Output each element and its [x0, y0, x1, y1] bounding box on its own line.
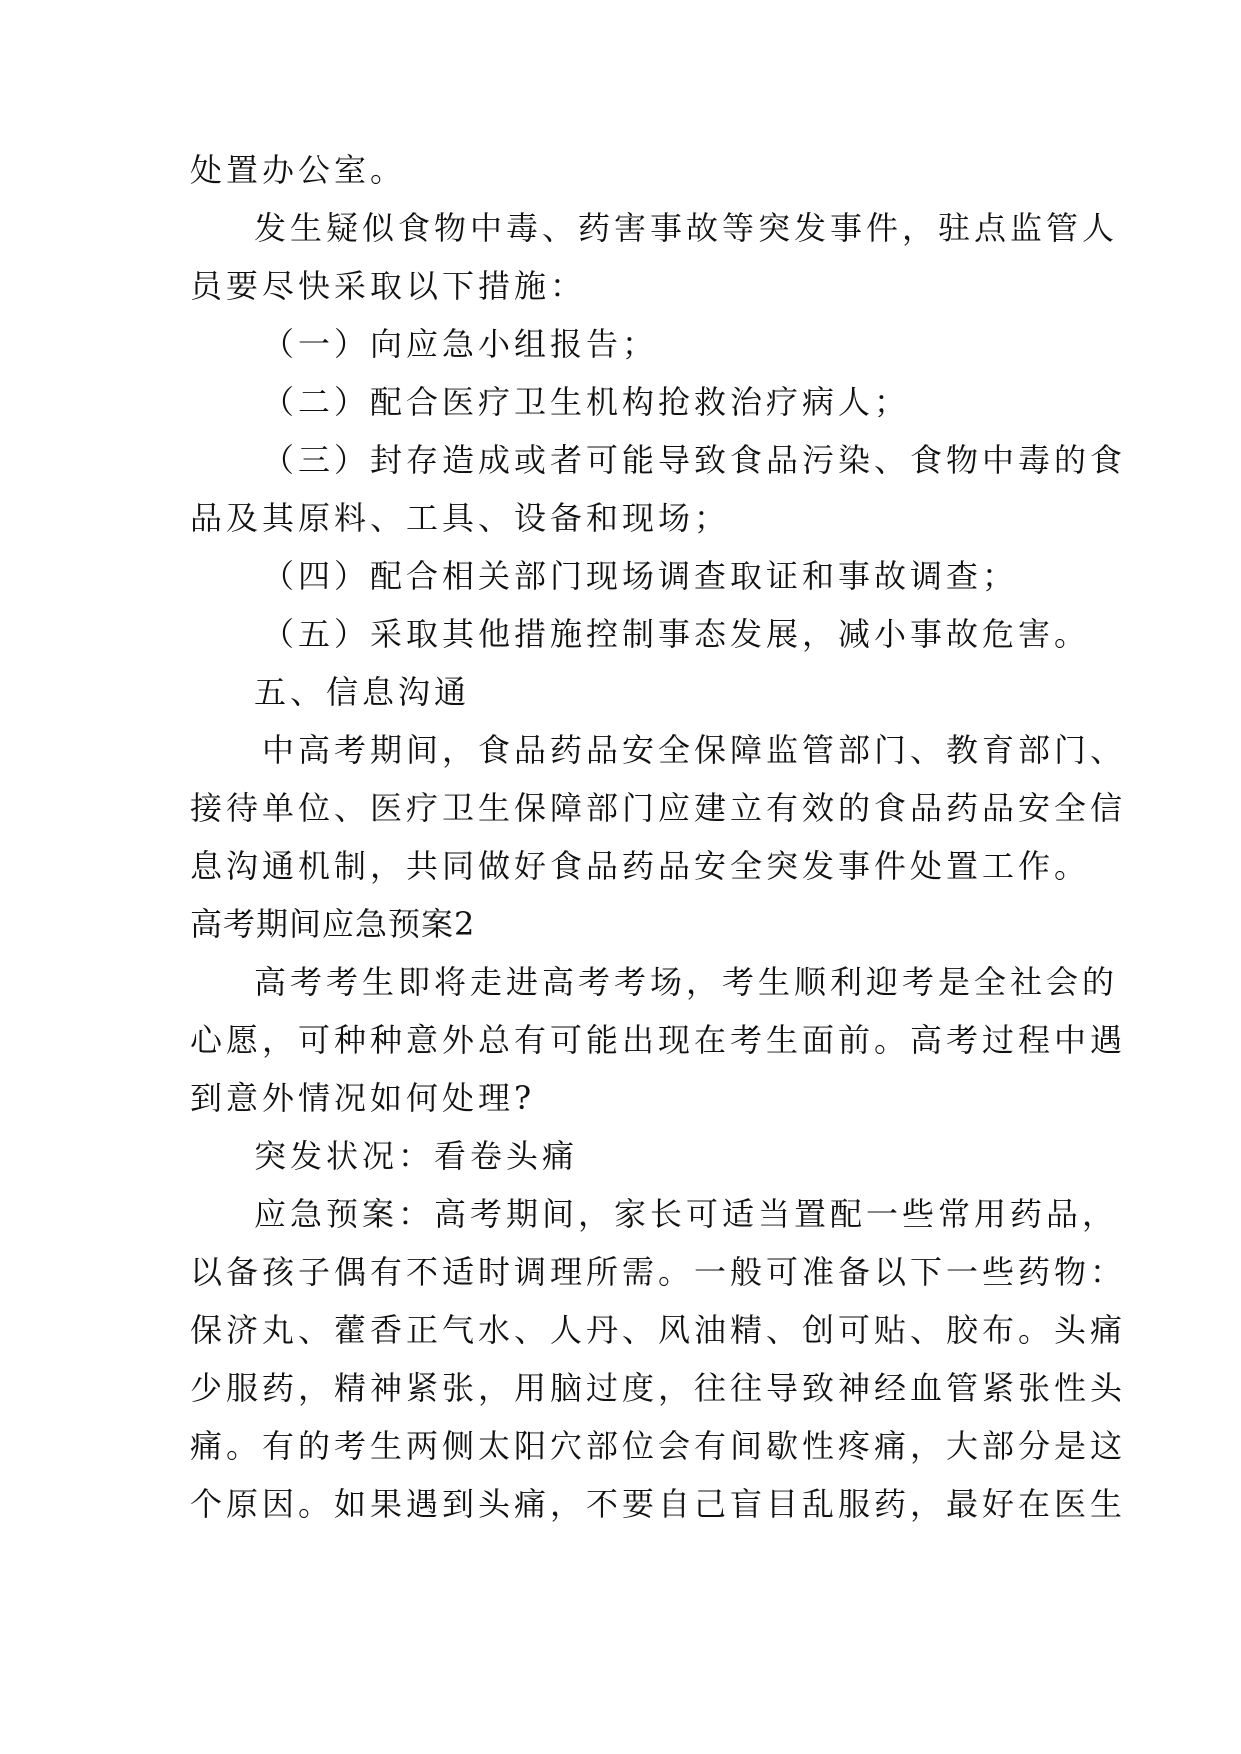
text-line: 品及其原料、工具、设备和现场；: [190, 499, 731, 537]
section-heading: 五、信息沟通: [254, 673, 471, 711]
list-item: （一）向应急小组报告；: [262, 325, 659, 363]
document-title: 高考期间应急预案2: [190, 905, 476, 943]
text-line: 少服药，精神紧张，用脑过度，往往导致神经血管紧张性头: [190, 1369, 1127, 1407]
text-line: 接待单位、医疗卫生保障部门应建立有效的食品药品安全信: [190, 789, 1127, 827]
list-item: （二）配合医疗卫生机构抢救治疗病人；: [262, 383, 911, 421]
subheading: 突发状况：看卷头痛: [254, 1137, 579, 1175]
paragraph-line: 应急预案：高考期间，家长可适当置配一些常用药品，: [254, 1195, 1119, 1233]
text-line: 员要尽快采取以下措施：: [190, 267, 587, 305]
text-line: 息沟通机制，共同做好食品药品安全突发事件处置工作。: [190, 847, 1091, 885]
list-item: （四）配合相关部门现场调查取证和事故调查；: [262, 557, 1019, 595]
text-line: 以备孩子偶有不适时调理所需。一般可准备以下一些药物：: [190, 1253, 1127, 1291]
paragraph-line: 高考考生即将走进高考考场，考生顺利迎考是全社会的: [254, 963, 1119, 1001]
text-line: 保济丸、藿香正气水、人丹、风油精、创可贴、胶布。头痛: [190, 1311, 1127, 1349]
list-item: （五）采取其他措施控制事态发展，减小事故危害。: [262, 615, 1091, 653]
text-line: 心愿，可种种意外总有可能出现在考生面前。高考过程中遇: [190, 1021, 1127, 1059]
text-line: 处置办公室。: [190, 151, 407, 189]
text-line: 个原因。如果遇到头痛，不要自己盲目乱服药，最好在医生: [190, 1485, 1127, 1523]
paragraph-line: 中高考期间，食品药品安全保障监管部门、教育部门、: [262, 731, 1127, 769]
paragraph-line: 发生疑似食物中毒、药害事故等突发事件，驻点监管人: [254, 209, 1119, 247]
list-item: （三）封存造成或者可能导致食品污染、食物中毒的食: [262, 441, 1127, 479]
text-line: 痛。有的考生两侧太阳穴部位会有间歇性疼痛，大部分是这: [190, 1427, 1127, 1465]
text-line: 到意外情况如何处理?: [190, 1079, 536, 1117]
